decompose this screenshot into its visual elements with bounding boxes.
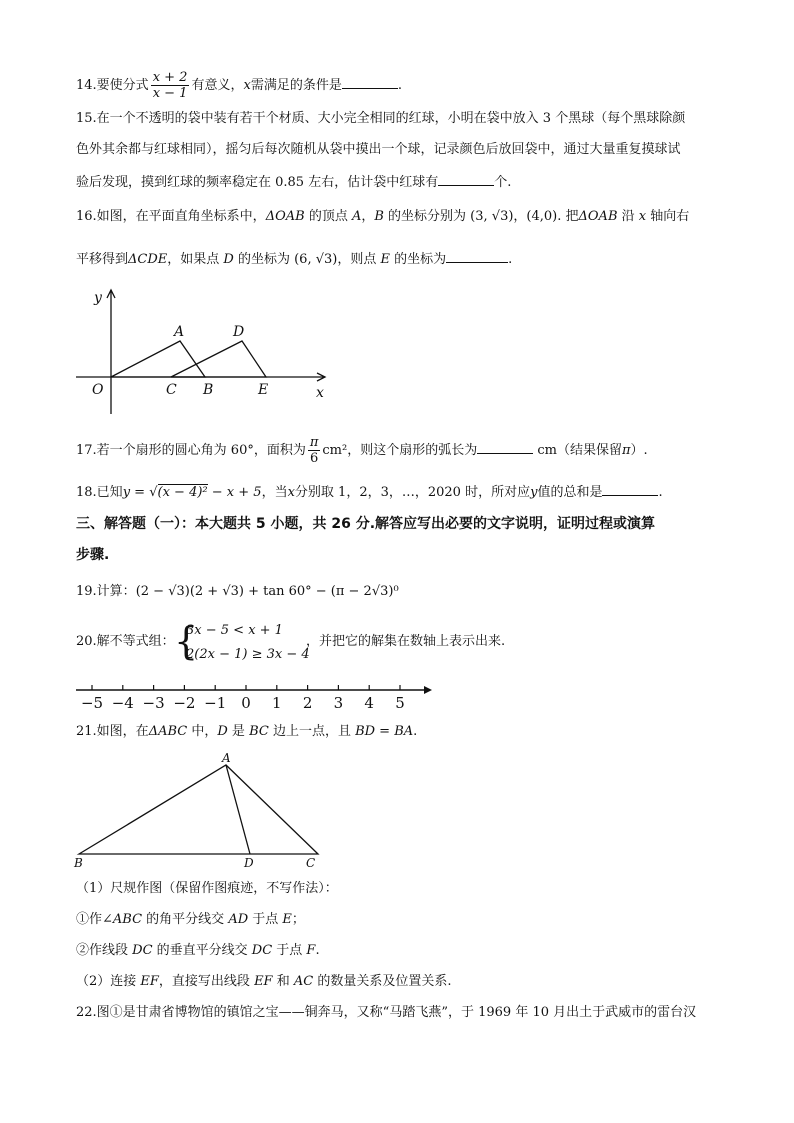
fig21-segment-ad xyxy=(226,765,250,854)
q15-line3-suffix: 个. xyxy=(494,175,512,190)
q21-p1b-tail: . xyxy=(315,943,320,958)
q21-p1b-seg: DC xyxy=(132,943,153,958)
fig16-label-o: O xyxy=(92,382,104,398)
q18-answer-blank[interactable] xyxy=(602,481,658,496)
fig16-x-arrow xyxy=(317,373,325,381)
q16-x-var: x xyxy=(638,209,647,224)
q21-end: . xyxy=(413,724,418,739)
question-19 xyxy=(76,582,399,602)
q14-numerator: x + 2 xyxy=(152,70,188,85)
number-line-arrow xyxy=(424,686,432,694)
section3-heading-line1: 三、解答题（一）：本大题共 5 小题，共 26 分.解答应写出必要的文字说明，证明过程或演算 xyxy=(76,516,656,532)
fig16-label-a: A xyxy=(174,324,185,340)
q21-part1a xyxy=(76,910,305,930)
q17-pi: π xyxy=(621,443,631,458)
q15-answer-blank[interactable] xyxy=(438,171,494,186)
q21-mid3: 边上一点，且 xyxy=(268,724,356,739)
q21-p1a-seg: AD xyxy=(228,912,249,927)
q21-p1a-mid: 的角平分线交 xyxy=(142,912,229,927)
q22-line1: 22.图①是甘肃省博物馆的镇馆之宝——铜奔马，又称“马踏飞燕”，于 1969 年 10 月出土于武威市的雷台汉 xyxy=(76,1005,697,1020)
q21-p2-end: 的数量关系及位置关系. xyxy=(313,974,452,989)
question-14: 14.要使分式 $\frac{x + 2}{x - 1}$ 有意义，x需满足的条件是 . xyxy=(76,70,402,101)
q16-text-j: )，则点 xyxy=(332,252,381,267)
q21-triangle: ΔABC xyxy=(148,724,188,739)
q14-suffix1: 有意义， xyxy=(191,78,244,93)
q17-denominator: 6 xyxy=(309,451,319,466)
q16-sqrt3-b: √3 xyxy=(315,252,333,267)
number-line-label: −1 xyxy=(204,694,227,712)
q16-text-k: 的坐标为 xyxy=(390,252,447,267)
q16-text-f: 轴向右 xyxy=(646,209,690,224)
q19-prefix: 19.计算： xyxy=(76,584,136,599)
q18-mid: ，当 xyxy=(261,485,288,500)
q16-comma: ， xyxy=(361,209,375,224)
fig21-label-a: A xyxy=(222,751,231,765)
q21-p1b-end: 于点 xyxy=(272,943,307,958)
fig21-label-d: D xyxy=(244,856,254,870)
q16-line1 xyxy=(76,207,689,227)
q16-sqrt3-a: √3 xyxy=(491,209,509,224)
q18-root: (x − 4)² xyxy=(157,485,208,500)
q21-part1: （1）尺规作图（保留作图痕迹，不写作法）： xyxy=(76,881,338,896)
fig16-label-c: C xyxy=(166,382,177,398)
question-17 xyxy=(76,435,648,466)
q21-p1a-prefix: ①作 xyxy=(76,912,103,927)
q21-prefix: 21.如图，在 xyxy=(76,724,149,739)
q16-text-c: 的坐标分别为 (3, xyxy=(383,209,492,224)
q21-part2 xyxy=(76,972,451,992)
number-line-label: 3 xyxy=(333,694,344,712)
q21-p2-seg3: AC xyxy=(293,974,314,989)
q21-p2-and: 和 xyxy=(272,974,294,989)
q17-answer-blank[interactable] xyxy=(477,439,533,454)
q16-text-i: 的坐标为 (6, xyxy=(233,252,316,267)
q18-x-var: x xyxy=(287,485,295,500)
fig16-label-y: y xyxy=(94,290,102,306)
q15-line3 xyxy=(76,171,511,193)
q16-triangle-oab-2: ΔOAB xyxy=(578,209,618,224)
q21-segment-bc: BC xyxy=(249,724,269,739)
fig16-label-b: B xyxy=(203,382,214,398)
q16-point-b: B xyxy=(374,209,384,224)
q21-mid: 中， xyxy=(187,724,218,739)
fig21-label-b: B xyxy=(74,856,83,870)
fig16-triangle-cde xyxy=(171,341,266,377)
q15-line2: 色外其余都与红球相同），摇匀后每次随机从袋中摸出一个球，记录颜色后放回袋中，通过大量重复摸球试 xyxy=(76,142,681,157)
q16-text-d: )，(4,0). 把 xyxy=(508,209,579,224)
number-line-label: 2 xyxy=(302,694,313,712)
number-line-label: −4 xyxy=(111,694,134,712)
q21-p1b-point: F xyxy=(306,943,316,958)
q21-p1a-angle: ∠ABC xyxy=(102,912,143,927)
q21-equation: BD = BA xyxy=(355,724,414,739)
q21-p2-mid: ，直接写出线段 xyxy=(158,974,255,989)
q18-y-var: y xyxy=(530,485,538,500)
number-line-label: −2 xyxy=(173,694,196,712)
number-line-label: −5 xyxy=(80,694,104,712)
q15-line1: 15.在一个不透明的袋中装有若干个材质、大小完全相同的红球，小明在袋中放入 3 个黑球（每个黑球除颜 xyxy=(76,111,686,126)
q21-p1a-tail: ； xyxy=(291,912,305,927)
q16-point-d: D xyxy=(223,252,234,267)
q21-p2-seg1: EF xyxy=(140,974,159,989)
q16-point-a: A xyxy=(351,209,362,224)
q21-p1b-seg2: DC xyxy=(251,943,273,958)
q20-inequality-1: 3x − 5 < x + 1 xyxy=(186,623,283,638)
fig16-label-d: D xyxy=(233,324,245,340)
q15-line3-prefix: 验后发现，摸到红球的频率稳定在 0.85 左右，估计袋中红球有 xyxy=(76,175,439,190)
number-line-label: 1 xyxy=(272,694,282,712)
q16-text-e: 沿 xyxy=(617,209,639,224)
q21-p1a-point: E xyxy=(282,912,292,927)
section3-heading-line2: 步骤. xyxy=(76,547,110,563)
q16-answer-blank[interactable] xyxy=(446,248,508,263)
q14-var: x xyxy=(243,78,251,93)
q20-brace: { xyxy=(174,619,199,663)
q18-end: 值的总和是 xyxy=(537,485,603,500)
q18-tail: − x + 5 xyxy=(207,485,262,500)
q21-p2-seg2: EF xyxy=(254,974,273,989)
q18-mid2: 分别取 1，2，3，…，2020 时，所对应 xyxy=(294,485,531,500)
q18-eq: = xyxy=(130,485,150,500)
q16-line2: 平移得到ΔCDE，如果点 D 的坐标为 (6, √3)，则点 E 的坐标为 . xyxy=(76,248,512,270)
fig21-triangle-abc xyxy=(79,765,318,854)
q18-prefix: 18.已知 xyxy=(76,485,123,500)
q17-unit1: cm²，则这个扇形的弧长为 xyxy=(322,443,478,458)
q16-text-g: 平移得到 xyxy=(76,252,129,267)
q16-text-h: ，如果点 xyxy=(167,252,224,267)
q20-suffix: ，并把它的解集在数轴上表示出来. xyxy=(306,634,506,649)
q14-denominator: x − 1 xyxy=(152,86,188,101)
q21-p1a-end: 于点 xyxy=(248,912,283,927)
q14-fraction xyxy=(151,70,190,101)
fig16-y-arrow xyxy=(107,290,115,298)
q21-p1b-mid: 的垂直平分线交 xyxy=(152,943,252,958)
q16-triangle-oab: ΔOAB xyxy=(265,209,305,224)
q21-part1b xyxy=(76,941,320,961)
q14-prefix: 14.要使分式 xyxy=(76,78,149,93)
fig16-triangle-oab xyxy=(111,341,205,377)
number-line-label: −3 xyxy=(142,694,165,712)
q17-fraction xyxy=(308,435,321,466)
q19-expression: (2 − √3)(2 + √3) + tan 60° − (π − 2√3)⁰ xyxy=(135,584,399,599)
number-line-label: 0 xyxy=(241,694,251,712)
fig16-label-e: E xyxy=(258,382,269,398)
q17-end: ）. xyxy=(630,443,648,458)
q16-text-a: 16.如图，在平面直角坐标系中， xyxy=(76,209,266,224)
q21-point-d: D xyxy=(217,724,228,739)
q17-numerator: π xyxy=(309,435,319,450)
q20-prefix: 20.解不等式组： xyxy=(76,634,175,649)
q16-triangle-cde: ΔCDE xyxy=(128,252,168,267)
fig16-label-x: x xyxy=(316,385,324,401)
question-21 xyxy=(76,722,417,742)
q21-p2-prefix: （2）连接 xyxy=(76,974,141,989)
q18-y: y xyxy=(122,485,131,500)
number-line-label: 4 xyxy=(364,694,374,712)
question-18: 18.已知y = √(x − 4)² − x + 5，当x分别取 1，2，3，…，2020 时，所对应y值的总和是 . xyxy=(76,481,663,503)
q16-point-e: E xyxy=(380,252,390,267)
q16-text-b: 的顶点 xyxy=(304,209,352,224)
q14-answer-blank[interactable] xyxy=(342,74,398,89)
fig21-label-c: C xyxy=(306,856,316,870)
q17-prefix: 17.若一个扇形的圆心角为 60°，面积为 xyxy=(76,443,306,458)
q17-unit2: cm（结果保留 xyxy=(533,443,622,458)
q21-mid2: 是 xyxy=(227,724,250,739)
q20-inequality-2: 2(2x − 1) ≥ 3x − 4 xyxy=(186,647,310,662)
q21-p1b-prefix: ②作线段 xyxy=(76,943,133,958)
q14-suffix2: 需满足的条件是 xyxy=(250,78,342,93)
number-line-label: 5 xyxy=(395,694,405,712)
